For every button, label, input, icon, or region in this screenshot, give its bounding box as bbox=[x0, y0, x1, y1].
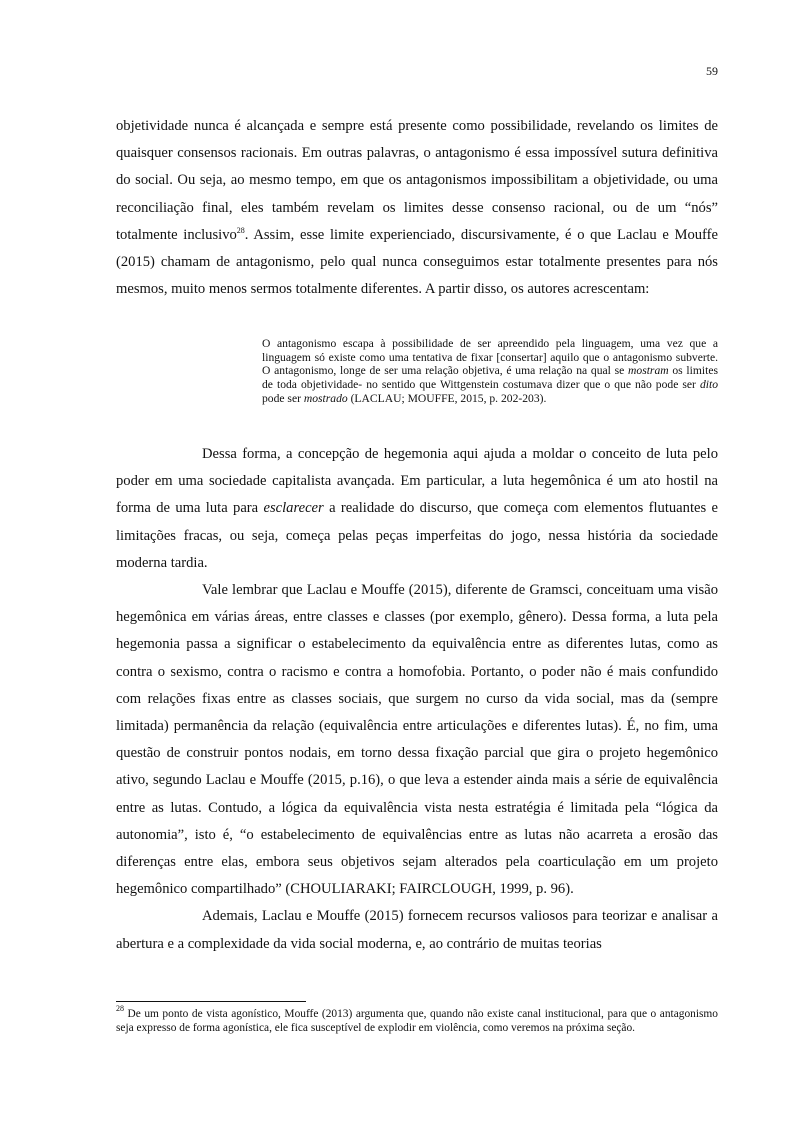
quote-emphasis: dito bbox=[699, 378, 718, 392]
quote-citation: (LACLAU; MOUFFE, 2015, p. 202-203). bbox=[347, 391, 547, 405]
footnote-number: 28 bbox=[116, 1004, 124, 1013]
footnote-divider bbox=[116, 1001, 306, 1002]
footnote-ref[interactable]: 28 bbox=[236, 225, 245, 235]
footnote bbox=[116, 1004, 718, 1035]
quote-emphasis: mostrado bbox=[303, 391, 348, 405]
paragraph-resources: Ademais, Laclau e Mouffe (2015) fornecem recursos valiosos para teorizar e analisar a abertura e a complexidade da vida social moderna, e, ao contrário de muitas teorias bbox=[116, 908, 718, 952]
body-text-top bbox=[116, 113, 718, 303]
paragraph-text: a realidade do discurso, que começa com elementos flutuantes e limitações fracas, ou seja, começa pelas peças imperfeitas do jogo, nessa história da sociedade moderna tardia. bbox=[116, 500, 718, 571]
paragraph-text: Dessa forma, a concepção de hegemonia aqui ajuda a moldar o conceito de luta pelo poder em uma sociedade capitalista avançada. Em particular, a luta hegemônica é um ato hostil na forma de uma luta para bbox=[116, 446, 718, 517]
footnote-text: De um ponto de vista agonístico, Mouffe (2013) argumenta que, quando não existe canal institucional, para que o antagonismo seja expresso de forma agonística, ele fica susceptível de explodir em violência, como veremos na próxima seção. bbox=[116, 1008, 718, 1034]
paragraph-hegemony bbox=[116, 441, 718, 577]
paragraph-gramsci: Vale lembrar que Laclau e Mouffe (2015), diferente de Gramsci, conceituam uma visão hegemônica em várias áreas, entre classes e classes (por exemplo, gênero). Dessa forma, a luta pela hegemonia passa a significar o estabelecimento da equivalência entre as diferentes lutas, como as contra o sexismo, contra o racismo e contra a homofobia. Portanto, o poder não é mais confundido com relações fixas entre as classes sociais, que surgem no curso da vida social, mas da (sempre limitada) permanência da relação (equivalência entre articulações e diferentes lutas). É, no fim, uma questão de construir pontos nodais, em torno dessa fixação parcial que gira o projeto hegemônico ativo, segundo Laclau e Mouffe (2015, p.16), o que leva a estender ainda mais a série de equivalência entre as lutas. Contudo, a lógica da equivalência vista nesta estratégia é limitada pela “lógica da autonomia”, isto é, “o estabelecimento de equivalências entre as lutas não acarreta a erosão das diferenças entre elas, embora seus objetivos sejam alterados pela coarticulação em um projeto hegemônico compartilhado” (CHOULIARAKI; FAIRCLOUGH, 1999, p. 96). bbox=[116, 582, 718, 898]
body-text-bottom bbox=[116, 441, 718, 958]
quote-emphasis: mostram bbox=[628, 364, 669, 378]
block-quote bbox=[262, 337, 718, 406]
paragraph-text-cont: . Assim, esse limite experienciado, discursivamente, é o que Laclau e Mouffe (2015) chamam de antagonismo, pelo qual nunca conseguimos estar totalmente presentes para nós mesmos, muito menos sermos totalmente diferentes. A partir disso, os autores acrescentam: bbox=[116, 226, 718, 298]
paragraph-text: objetividade nunca é alcançada e sempre está presente como possibilidade, revelando os limites de quaisquer consensos racionais. Em outras palavras, o antagonismo é essa impossível sutura definitiva do social. Ou seja, ao mesmo tempo, em que os antagonismos impossibilitam a objetividade, ou uma reconciliação final, eles também revelam os limites desse consenso racional, ou de um “nós” totalmente inclusivo bbox=[116, 118, 718, 243]
page-number: 59 bbox=[706, 64, 718, 78]
quote-text: os limites de toda objetividade- no sentido que Wittgenstein costumava dizer que o que não pode ser bbox=[262, 364, 718, 392]
paragraph-emphasis: esclarecer bbox=[263, 500, 324, 517]
quote-text: O antagonismo escapa à possibilidade de ser apreendido pela linguagem, uma vez que a linguagem só existe como uma tentativa de fixar [consertar] aquilo que o antagonismo subverte. O antagonismo, longe de ser uma relação objetiva, é uma relação na qual se bbox=[262, 337, 718, 378]
quote-text: pode ser bbox=[262, 391, 304, 405]
paragraph-antagonism bbox=[116, 113, 718, 303]
